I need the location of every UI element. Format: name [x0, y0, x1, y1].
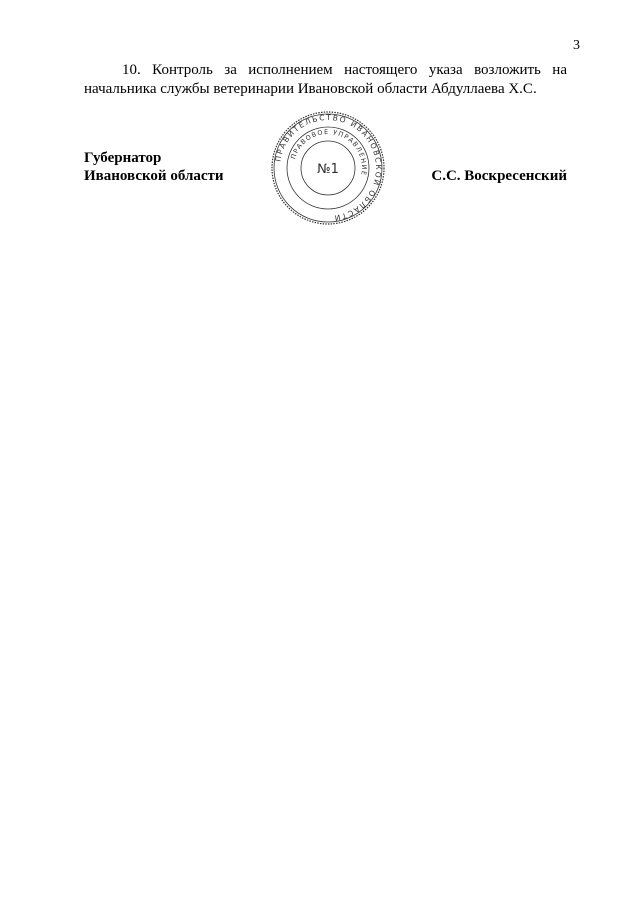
signatory-position-line2: Ивановской области	[84, 168, 224, 184]
signature-block	[0, 0, 640, 260]
signatory-name: С.С. Воскресенский	[431, 168, 567, 184]
stamp-center-text: №1	[317, 162, 339, 177]
stamp-outer-text: ПРАВИТЕЛЬСТВО ИВАНОВСКОЙ ОБЛАСТИ	[273, 112, 384, 223]
paragraph-10: 10. Контроль за исполнением настоящего указа возложить на начальника службы ветеринарии Ивановской области Абдуллаева Х.С.	[84, 62, 567, 97]
stamp-inner-text: ПРАВОВОЕ УПРАВЛЕНИЕ	[289, 127, 369, 177]
page-number: 3	[573, 38, 580, 53]
signatory-position-line1: Губернатор	[84, 150, 162, 166]
official-stamp	[269, 109, 387, 227]
signatory-position	[84, 149, 224, 185]
